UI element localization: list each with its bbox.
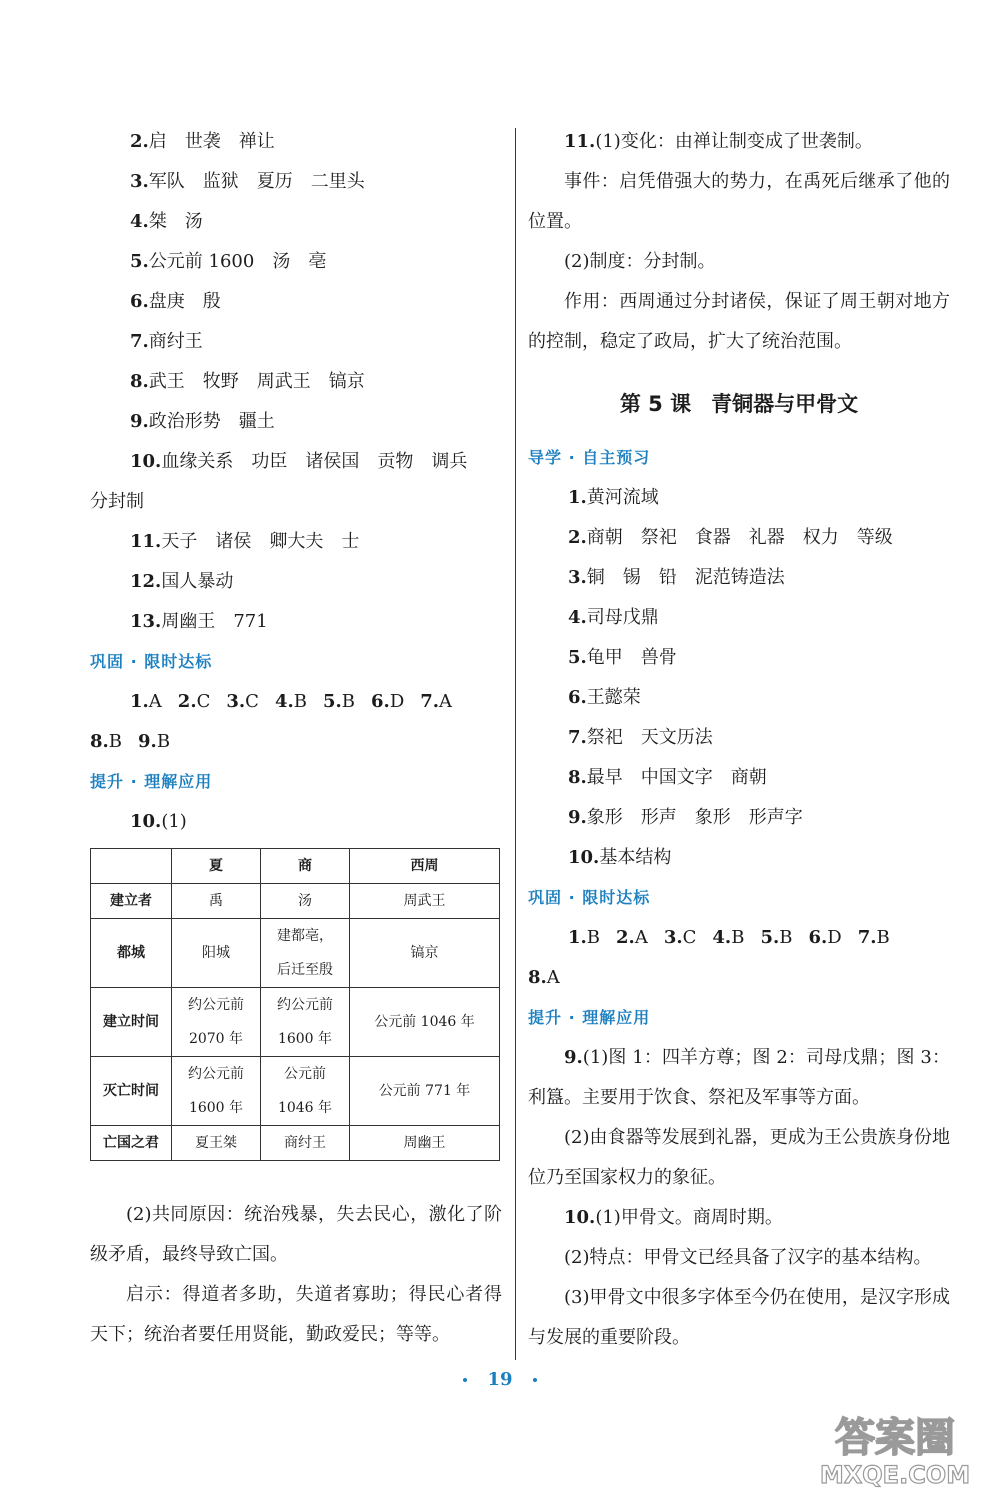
table-row-label: 建立时间 <box>91 988 172 1057</box>
answer-item <box>90 322 502 362</box>
item-number: 9. <box>568 807 587 828</box>
mc-number: 7. <box>420 691 440 712</box>
question-number: 10. <box>564 1207 596 1228</box>
watermark-line1: 答案圈 <box>835 1415 955 1461</box>
table-body <box>91 884 500 1161</box>
mc-answer: B <box>156 731 171 752</box>
mc-answers-line-1-right <box>528 918 950 958</box>
mc-answers-line-2-right <box>528 958 950 998</box>
table-cell-line: 约公元前 <box>188 997 244 1013</box>
table-cell-line: 公元前 1046 年 <box>374 1014 475 1030</box>
mc-answer: A <box>439 691 453 712</box>
mc-number: 6. <box>371 691 390 712</box>
page-number <box>0 1365 1000 1395</box>
table-cell <box>172 919 261 988</box>
mc-number: 4. <box>274 691 294 712</box>
mc-number: 2. <box>616 927 635 948</box>
mc-answer: A <box>546 967 560 988</box>
item-number: 4. <box>130 211 149 232</box>
table-cell <box>172 884 261 919</box>
item-number: 1. <box>568 487 587 508</box>
answer-item <box>90 522 502 562</box>
q9-part1 <box>528 1038 950 1118</box>
table-row-label: 灭亡时间 <box>91 1057 172 1126</box>
table-cell <box>172 988 261 1057</box>
lesson-title <box>528 372 950 436</box>
section-heading-tisheng-right: 提升 · 理解应用 <box>528 1008 651 1027</box>
mc-answers-line-1 <box>90 682 502 722</box>
item-number: 10. <box>130 451 162 472</box>
table-cell-line: 周幽王 <box>403 1135 446 1151</box>
left-answer-list-2 <box>90 522 502 642</box>
mc-number: 5. <box>760 927 780 948</box>
item-text: 周幽王 771 <box>161 611 268 632</box>
mc-answers-line-2 <box>90 722 502 762</box>
table-cell-line: 夏王桀 <box>195 1135 237 1151</box>
item-number: 12. <box>130 571 162 592</box>
answer-item <box>528 678 950 718</box>
item-text: 启 世袭 禅让 <box>148 131 275 152</box>
item-number: 3. <box>130 171 149 192</box>
table-cell-line: 商纣王 <box>284 1135 326 1151</box>
dynasty-table <box>90 848 500 1161</box>
mc-answer: B <box>341 691 356 712</box>
table-cell-line: 1600 年 <box>188 1100 244 1116</box>
left-answer-list <box>90 122 502 482</box>
watermark-line2: MXQE.COM <box>819 1461 971 1489</box>
mc-number: 3. <box>663 927 683 948</box>
answer-item <box>90 282 502 322</box>
mc-number: 7. <box>857 927 877 948</box>
table-header-cell: 西周 <box>350 849 500 884</box>
table-cell <box>261 919 350 988</box>
section-heading-tisheng: 提升 · 理解应用 <box>90 772 213 791</box>
table-row <box>91 884 500 919</box>
table-row <box>91 919 500 988</box>
table-row-label: 亡国之君 <box>91 1126 172 1161</box>
answer-item <box>90 362 502 402</box>
dot-left <box>463 1378 467 1382</box>
answer-item <box>528 598 950 638</box>
mc-number: 1. <box>568 927 587 948</box>
q10-qishi: 启示：得道者多助，失道者寡助；得民心者得天下；统治者要任用贤能，勤政爱民；等等。 <box>90 1284 502 1345</box>
table-cell <box>172 1126 261 1161</box>
answer-item <box>528 838 950 878</box>
mc-answer: D <box>389 691 405 712</box>
table-cell-line: 汤 <box>298 893 312 909</box>
item-text: 最早 中国文字 商朝 <box>586 767 767 788</box>
item-text: 桀 汤 <box>148 211 203 232</box>
table-cell <box>350 884 500 919</box>
item-text: 盘庚 殷 <box>148 291 221 312</box>
right-column <box>528 122 950 1358</box>
answer-item <box>90 242 502 282</box>
q9-part2: (2)由食器等发展到礼器，更成为王公贵族身份地位乃至国家权力的象征。 <box>528 1127 950 1188</box>
item-text: 铜 锡 铅 泥范铸造法 <box>586 567 785 588</box>
mc-answer: B <box>779 927 793 948</box>
answer-text: (1)变化：由禅让制变成了世袭制。 <box>595 131 873 152</box>
answer-item <box>90 162 502 202</box>
answer-text: (1)图 1：四羊方尊；图 2：司母戊鼎；图 3：利簋。主要用于饮食、祭祀及军事等方面。 <box>528 1047 950 1108</box>
table-cell <box>261 884 350 919</box>
item-text: 商朝 祭祀 食器 礼器 权力 等级 <box>586 527 893 548</box>
item-text: 祭祀 天文历法 <box>586 727 713 748</box>
dot-right <box>533 1378 537 1382</box>
item-number: 8. <box>130 371 149 392</box>
q11-part1 <box>528 122 950 162</box>
mc-answer: B <box>108 731 123 752</box>
question-number: 10. <box>130 811 162 832</box>
q10-part2-right: (2)特点：甲骨文已经具备了汉字的基本结构。 <box>564 1247 932 1268</box>
answer-item <box>528 478 950 518</box>
page-number-text: 19 <box>487 1369 513 1390</box>
item-10-continuation: 分封制 <box>90 491 144 512</box>
answer-item <box>528 798 950 838</box>
item-text: 司母戊鼎 <box>586 607 659 628</box>
item-number: 2. <box>568 527 587 548</box>
answer-item <box>90 202 502 242</box>
table-cell <box>350 919 500 988</box>
table-cell-line: 后迁至殷 <box>277 962 333 978</box>
table-cell-line: 1046 年 <box>277 1100 333 1116</box>
table-cell <box>350 988 500 1057</box>
q10-part3-right: (3)甲骨文中很多字体至今仍在使用，是汉字形成与发展的重要阶段。 <box>528 1287 950 1348</box>
item-number: 10. <box>568 847 600 868</box>
item-number: 7. <box>568 727 587 748</box>
table-row <box>91 1126 500 1161</box>
table-cell-line: 公元前 <box>284 1066 326 1082</box>
section-heading-daoxue: 导学 · 自主预习 <box>528 448 651 467</box>
mc-answer: B <box>876 927 890 948</box>
mc-number: 4. <box>712 927 732 948</box>
q10-part2: (2)共同原因：统治残暴，失去民心，激化了阶级矛盾，最终导致亡国。 <box>90 1204 502 1265</box>
table-header-cell <box>91 849 172 884</box>
table-cell-line: 1600 年 <box>277 1031 333 1047</box>
mc-number: 6. <box>808 927 828 948</box>
item-text: 黄河流域 <box>586 487 659 508</box>
answer-item <box>90 402 502 442</box>
answer-item <box>90 602 502 642</box>
answer-item <box>528 638 950 678</box>
table-cell <box>261 1126 350 1161</box>
mc-number: 9. <box>138 731 157 752</box>
item-text: 血缘关系 功臣 诸侯国 贡物 调兵 <box>161 451 468 472</box>
item-number: 6. <box>568 687 587 708</box>
table-row <box>91 1057 500 1126</box>
mc-answer: C <box>682 927 697 948</box>
item-number: 9. <box>130 411 149 432</box>
item-number: 11. <box>130 531 162 552</box>
question-part: (1) <box>161 811 187 832</box>
item-text: 国人暴动 <box>161 571 234 592</box>
item-text: 天子 诸侯 卿大夫 士 <box>161 531 360 552</box>
table-cell <box>261 988 350 1057</box>
item-number: 2. <box>130 131 149 152</box>
table-cell-line: 公元前 771 年 <box>378 1083 471 1099</box>
table-row-label: 建立者 <box>91 884 172 919</box>
item-number: 6. <box>130 291 149 312</box>
table-cell <box>261 1057 350 1126</box>
item-number: 5. <box>130 251 149 272</box>
mc-answer: B <box>293 691 307 712</box>
item-text: 龟甲 兽骨 <box>586 647 677 668</box>
item-text: 王懿荣 <box>586 687 641 708</box>
answer-item <box>528 718 950 758</box>
table-cell-line: 周武王 <box>403 893 446 909</box>
question-number: 11. <box>564 131 596 152</box>
item-number: 13. <box>130 611 162 632</box>
mc-answer: C <box>196 691 211 712</box>
right-answer-list <box>528 478 950 878</box>
table-cell <box>172 1057 261 1126</box>
answer-text: (1)甲骨文。商周时期。 <box>595 1207 783 1228</box>
table-header-cell: 商 <box>261 849 350 884</box>
table-cell-line: 约公元前 <box>277 997 333 1013</box>
section-heading-gonggu: 巩固 · 限时达标 <box>90 652 213 671</box>
item-number: 8. <box>568 767 587 788</box>
table-row-label: 都城 <box>91 919 172 988</box>
mc-number: 8. <box>90 731 109 752</box>
answer-item <box>528 558 950 598</box>
table-cell-line: 禹 <box>209 893 223 909</box>
table-cell-line: 镐京 <box>410 945 439 961</box>
mc-number: 2. <box>177 691 197 712</box>
answer-item <box>90 562 502 602</box>
mc-answer: C <box>245 691 259 712</box>
table-row <box>91 988 500 1057</box>
answer-item <box>90 442 502 482</box>
table-header-row <box>91 849 500 884</box>
table-cell <box>350 1126 500 1161</box>
left-column <box>90 122 502 1355</box>
question-number: 9. <box>564 1047 583 1068</box>
question-10-label <box>90 802 502 842</box>
item-text: 商纣王 <box>148 331 203 352</box>
item-number: 3. <box>568 567 587 588</box>
mc-number: 8. <box>528 967 547 988</box>
item-text: 政治形势 疆土 <box>148 411 275 432</box>
table-cell-line: 阳城 <box>202 945 230 961</box>
q11-part2: (2)制度：分封制。 <box>564 251 716 272</box>
watermark-logo <box>800 1405 990 1490</box>
column-divider <box>515 128 516 1360</box>
q10-part1-right <box>528 1198 950 1238</box>
table-header-cell: 夏 <box>172 849 261 884</box>
item-number: 7. <box>130 331 149 352</box>
item-number: 4. <box>568 607 587 628</box>
mc-answer: A <box>148 691 162 712</box>
answer-item <box>90 122 502 162</box>
table-cell <box>350 1057 500 1126</box>
mc-answer: B <box>731 927 745 948</box>
item-text: 象形 形声 象形 形声字 <box>586 807 803 828</box>
item-number: 5. <box>568 647 587 668</box>
item-text: 武王 牧野 周武王 镐京 <box>148 371 365 392</box>
item-text: 军队 监狱 夏历 二里头 <box>148 171 365 192</box>
answer-item <box>528 758 950 798</box>
item-text: 基本结构 <box>599 847 672 868</box>
mc-number: 5. <box>322 691 342 712</box>
mc-answer: D <box>827 927 842 948</box>
lesson-number: 第 5 课 <box>619 392 692 416</box>
q11-event: 事件：启凭借强大的势力，在禹死后继承了他的位置。 <box>528 171 950 232</box>
table-cell-line: 建都亳， <box>277 928 333 944</box>
item-text: 公元前 1600 汤 亳 <box>148 251 327 272</box>
mc-number: 3. <box>226 691 246 712</box>
mc-answer: B <box>586 927 601 948</box>
table-cell-line: 2070 年 <box>188 1031 244 1047</box>
table-cell-line: 约公元前 <box>188 1066 244 1082</box>
mc-answer: A <box>634 927 648 948</box>
lesson-name: 青铜器与甲骨文 <box>711 392 859 416</box>
mc-number: 1. <box>130 691 149 712</box>
q11-effect: 作用：西周通过分封诸侯，保证了周王朝对地方的控制，稳定了政局，扩大了统治范围。 <box>528 291 950 352</box>
answer-item <box>528 518 950 558</box>
section-heading-gonggu-right: 巩固 · 限时达标 <box>528 888 651 907</box>
